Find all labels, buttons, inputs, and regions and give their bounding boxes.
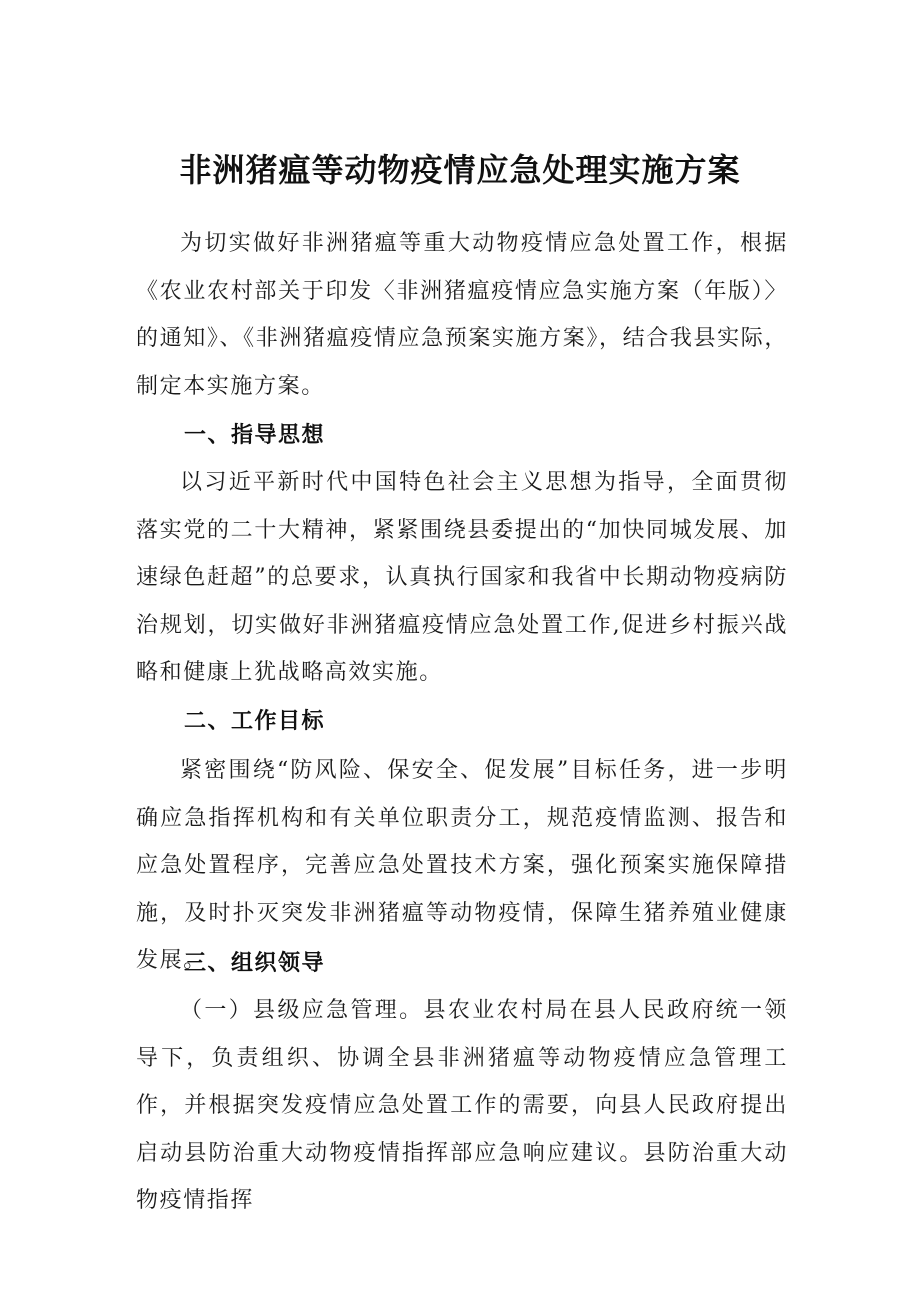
section-paragraph-organization-leadership: （一）县级应急管理。县农业农村局在县人民政府统一领导下，负责组织、协调全县非洲猪瘟等动物疫情应急管理工作，并根据突发疫情应急处置工作的需要，向县人民政府提出启动县防治重大动物疫情指挥部应急响应建议。县防治重大动物疫情指挥: [136, 998, 788, 1214]
section-heading-work-goals: 二、工作目标: [184, 709, 326, 734]
section-heading-organization-leadership: 三、组织领导: [184, 951, 326, 976]
section-paragraph-work-goals: 紧密围绕“防风险、保安全、促发展”目标任务，进一步明确应急指挥机构和有关单位职责分工，规范疫情监测、报告和应急处置程序，完善应急处置技术方案，强化预案实施保障措施，及时扑灭突发非洲猪瘟等动物疫情，保障生猪养殖业健康发展。: [136, 758, 788, 974]
section-paragraph-guiding-ideology: 以习近平新时代中国特色社会主义思想为指导，全面贯彻落实党的二十大精神，紧紧围绕县委提出的“加快同城发展、加速绿色赶超”的总要求，认真执行国家和我省中长期动物疫病防治规划，切实做好非洲猪瘟疫情应急处置工作,促进乡村振兴战略和健康上犹战略高效实施。: [136, 470, 788, 686]
intro-paragraph: 为切实做好非洲猪瘟等重大动物疫情应急处置工作，根据《农业农村部关于印发〈非洲猪瘟疫情应急实施方案（年版）〉的通知》、《非洲猪瘟疫情应急预案实施方案》，结合我县实际，制定本实施方案。: [136, 231, 788, 399]
section-heading-guiding-ideology: 一、指导思想: [184, 423, 326, 448]
document-title: 非洲猪瘟等动物疫情应急处理实施方案: [179, 151, 741, 189]
